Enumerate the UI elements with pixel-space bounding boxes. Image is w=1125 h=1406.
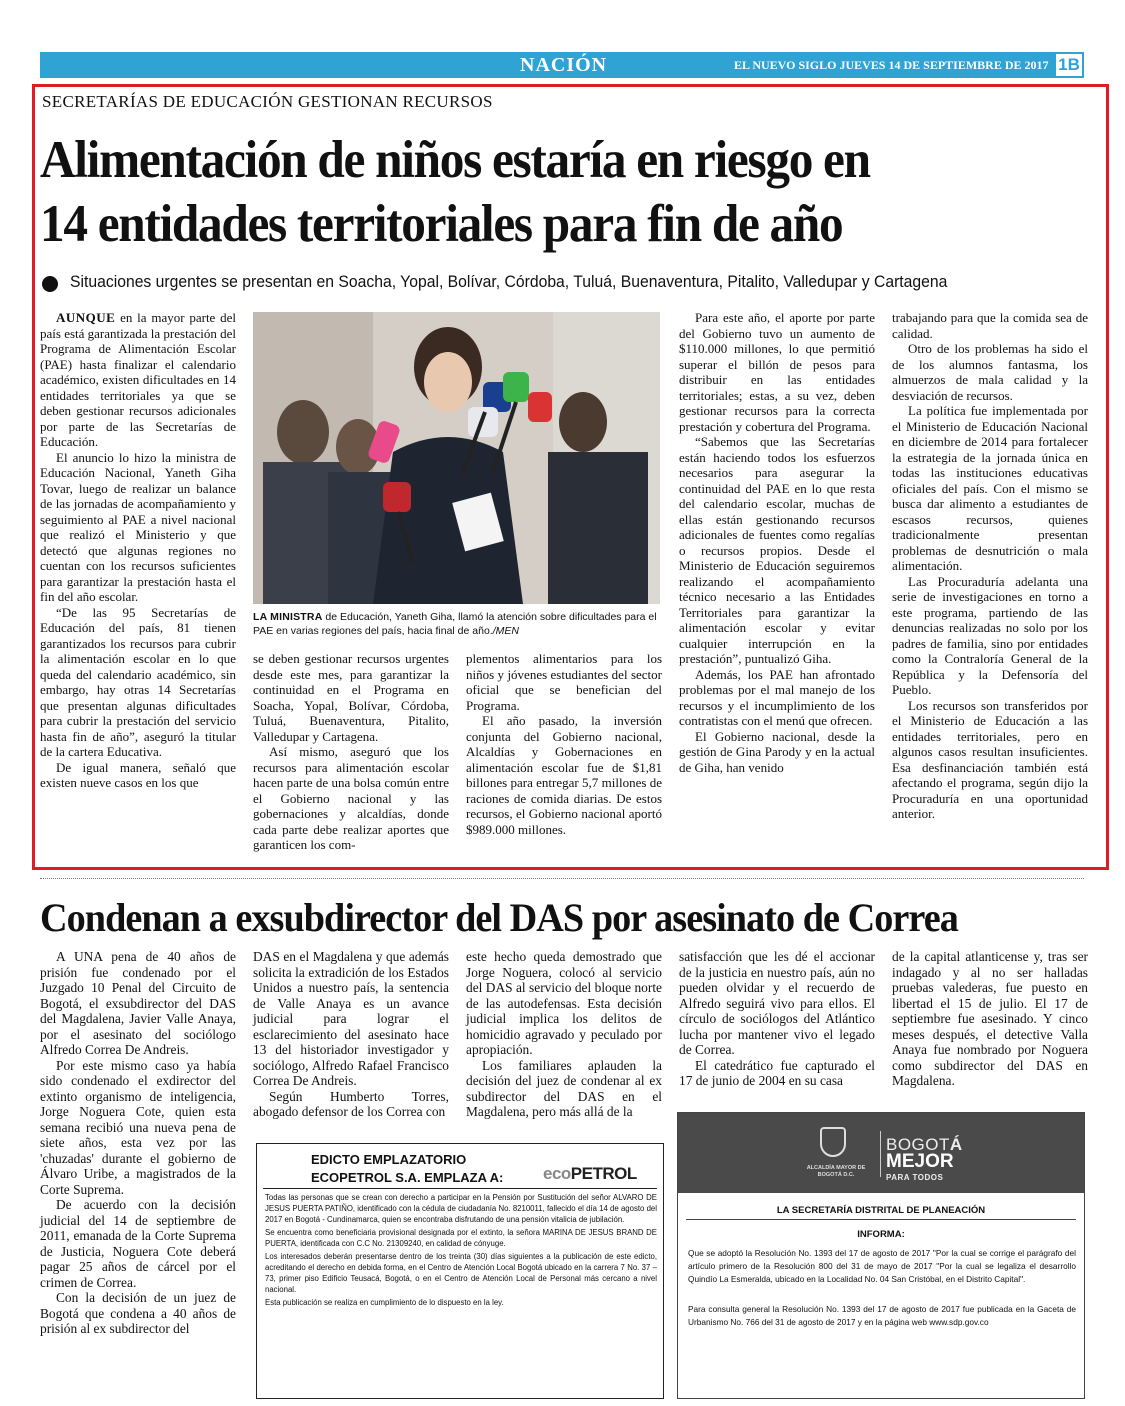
article-2-column-3: [466, 949, 662, 1120]
paragraph: satisfacción que les dé el accionar de la justicia en nuestro país, aún no pueden olvidar y el recuerdo de Alfredo seguirá vivo para ellos. El círculo de sociólogos del Atlántico lucha por mantener vivo el legado de Correa.: [679, 949, 875, 1057]
paragraph: El anuncio lo hizo la ministra de Educación Nacional, Yaneth Giha Tovar, luego de realizar un balance de las jornadas de acompañamiento y seguimiento al PAE a nivel nacional que realizó el Ministerio y que detectó que algunas regiones no cuentan con los recursos suficientes para garantizar la prestación hasta el fin del año escolar.: [40, 449, 236, 604]
edicto-subtitle: ECOPETROL S.A. EMPLAZA A:: [311, 1170, 504, 1185]
article-2-column-2: [253, 949, 449, 1120]
paragraph: este hecho queda demostrado que Jorge Noguera, colocó al servicio del DAS al servicio del bloque norte de las autodefensas. Esta decisión judicial implica los delitos de homicidio agravado y peculado por apropiación.: [466, 949, 662, 1057]
paragraph: Los familiares aplauden la decisión del juez de condenar al ex subdirector del DAS en el Magdalena, pero más allá de la: [466, 1057, 662, 1119]
divider: [880, 1131, 881, 1177]
paragraph: “Sabemos que las Secretarías están haciendo todos los esfuerzos necesarios para asegurar la continuidad del PAE en lo que resta del calendario escolar, muchas de ellas están gestionando recursos adicionales de fuentes como regalías o recursos propios. Desde el Ministerio de Educación seguiremos realizando el acompañamiento técnico necesario a las Entidades Territoriales para garantizar la alimentación escolar y evitar cualquier interrupción en la prestación”, puntualizó Giha.: [679, 434, 875, 666]
article-2-column-1: [40, 949, 236, 1337]
paragraph: Las Procuraduría adelanta una serie de investigaciones en torno a este programa, partiendo de las denuncias realizadas no solo por los padres de familia, sino por entidades como la Contraloría General de la República y la Defensoría del Pueblo.: [892, 573, 1088, 697]
paragraph: De acuerdo con la decisión judicial del 14 de septiembre de 2011, emanada de la Corte Suprema de Justicia, Noguera Cote deberá pagar 25 años de cárcel por el crimen de Correa.: [40, 1197, 236, 1290]
coat-of-arms-icon: [820, 1127, 846, 1157]
paragraph: plementos alimentarios para los niños y jóvenes estudiantes del sector oficial que se benefician del Programa.: [466, 651, 662, 713]
brand-line-3: PARA TODOS: [886, 1173, 944, 1182]
notice-issuer: LA SECRETARÍA DISTRITAL DE PLANEACIÓN: [776, 1205, 986, 1216]
paragraph: Que se adoptó la Resolución No. 1393 del 17 de agosto de 2017 "Por la cual se corrige el parágrafo del artículo primero de la Resolución 800 del 31 de mayo de 2017 "Por la cual se legaliza el desarrollo Quindío La Esmeralda, ubicado en la Localidad No. 04 San Cristóbal, en el Distrito Capital".: [688, 1248, 1076, 1284]
edicto-ad: [256, 1143, 664, 1399]
lead-word: AUNQUE: [56, 310, 116, 325]
article-2-headline: Condenan a exsubdirector del DAS por asesinato de Correa: [40, 895, 958, 940]
paragraph: A UNA pena de 40 años de prisión fue condenado por el Juzgado 10 Penal del Circuito de Bogotá, el exsubdirector del DAS del Magdalena, Javier Valle Anaya, por el asesinato del sociólogo Alfredo Correa De Andreis.: [40, 949, 236, 1057]
press-photo: [253, 312, 660, 604]
paragraph: en la mayor parte del país está garantizada la prestación del Programa de Alimentación Escolar (PAE) hasta finalizar el calendario académico, existen dificultades en 14 entidades territoriales ya que se deben gestionar recursos adicionales por parte de las Secretarías de Educación.: [40, 310, 236, 449]
brand-line-2: MEJOR: [886, 1151, 954, 1172]
paragraph: Para consulta general la Resolución No. 1393 del 17 de agosto de 2017 fue publicada en la Gaceta de Urbanismo No. 766 del 31 de agosto de 2017 y en la página web www.sdp.gov.co: [688, 1304, 1076, 1327]
ecopetrol-logo: ecoPETROL: [543, 1164, 637, 1183]
paragraph: Todas las personas que se crean con derecho a participar en la Pensión por Sustitución del señor ALVARO DE JESUS PUERTA PATIÑO, identificado con la cédula de ciudadanía No. 8210011, fallecido el día 14 de agosto del 2017 en Bogotá - Cundinamarca, quien se encontraba disfrutando de una pensión vitalicia de jubilación.: [265, 1193, 657, 1224]
paragraph: de la capital atlanticense y, tras ser indagado y al no ser halladas pruebas valederas, fue puesto en libertad el 15 de julio. El 17 de septiembre fue asesinado. Y cinco meses después, el detective Valla Anaya fue nombrado por Noguera como subdirector del DAS en Magdalena.: [892, 949, 1088, 1088]
headline-line-1: Alimentación de niños estaría en riesgo en: [40, 131, 870, 189]
article-column-2: [253, 651, 449, 853]
paragraph: Según Humberto Torres, abogado defensor de los Correa con: [253, 1088, 449, 1119]
paragraph: Con la decisión de un juez de Bogotá que condena a 40 años de prisión al ex subdirector del: [40, 1290, 236, 1336]
paragraph: Otro de los problemas ha sido el de los alumnos fantasma, los almuerzos de mala calidad y la desviación de recursos.: [892, 341, 1088, 403]
article-column-3: [466, 651, 662, 837]
paragraph: Por este mismo caso ya había sido condenado el exdirector del extinto organismo de inteligencia, Jorge Noguera Cote, quien esta semana recibió una nueva pena de siete años, esta vez por las 'chuzadas' durante el gobierno de Álvaro Uribe, a magistrados de la Corte Suprema.: [40, 1057, 236, 1197]
bullet-icon: [42, 276, 58, 292]
article-2-column-4: [679, 949, 875, 1089]
dateline: EL NUEVO SIGLO JUEVES 14 DE SEPTIEMBRE DE 2017: [734, 58, 1049, 72]
paragraph: trabajando para que la comida sea de calidad.: [892, 310, 1088, 341]
paragraph: El catedrático fue capturado el 17 de junio de 2004 en su casa: [679, 1057, 875, 1088]
caption-text: de Educación, Yaneth Giha, llamó la atención sobre dificultades para el PAE en varias regiones del país, hacia final de año.: [253, 611, 657, 637]
paragraph: DAS en el Magdalena y que además solicita la extradición de los Estados Unidos a nuestro país, la sentencia de Valle Anaya es un avance judicial para lograr el esclarecimiento del asesinato hace 13 del historiador investigador y sociólogo, Alfredo Rafael Francisco Correa De Andreis.: [253, 949, 449, 1088]
article-column-4: [679, 310, 875, 775]
paragraph: La política fue implementada por el Ministerio de Educación Nacional en diciembre de 2014 para fortalecer la estrategia de la jornada única en todas las instituciones educativas oficiales del país. Con el mismo se busca dar alimento a estudiantes de escasos recursos, quienes tradicionalmente presentan problemas de desnutrición o mala alimentación.: [892, 403, 1088, 573]
ad-banner: [678, 1113, 1084, 1193]
headline-line-2: 14 entidades territoriales para fin de año: [40, 195, 843, 253]
photo-illustration: [253, 312, 660, 604]
article-subhead: Situaciones urgentes se presentan en Soacha, Yopal, Bolívar, Córdoba, Tuluá, Buenaventura, Pitalito, Valledupar y Cartagena: [70, 272, 948, 291]
paragraph: De igual manera, señaló que existen nueve casos en los que: [40, 759, 236, 790]
paragraph: Además, los PAE han afrontado problemas por el mal manejo de los recursos y el incumplimiento de los contratistas con el menú que ofrecen.: [679, 666, 875, 728]
paragraph: Para este año, el aporte por parte del Gobierno tuvo un aumento de $110.000 millones, lo que permitió superar el billón de pesos para distribuir en las entidades territoriales; estas, a su vez, deben gestionar recursos para la correcta prestación y cobertura del Programa.: [679, 310, 875, 434]
paragraph: Así mismo, aseguró que los recursos para alimentación escolar hacen parte de una bolsa común entre el Gobierno nacional y las gobernaciones y alcaldías, donde cada parte debe realizar aportes que garanticen los com-: [253, 744, 449, 852]
photo-caption: [253, 610, 663, 638]
divider: [263, 1188, 657, 1189]
section-header-bar: [40, 52, 1084, 78]
caption-lead: LA MINISTRA: [253, 611, 323, 623]
bogota-notice-ad: [677, 1112, 1085, 1399]
article-headline: [40, 128, 1026, 256]
article-column-1: [40, 310, 236, 791]
paragraph: El Gobierno nacional, desde la gestión de Gina Parody y en la actual de Giha, han venido: [679, 728, 875, 775]
paragraph: Esta publicación se realiza en cumplimiento de lo dispuesto en la ley.: [265, 1298, 504, 1307]
paragraph: se deben gestionar recursos urgentes desde este mes, para garantizar la continuidad en el Programa en Soacha, Yopal, Bolívar, Córdoba, Tuluá, Buenaventura, Pitalito, Valledupar y Cartagena.: [253, 651, 449, 744]
paragraph: El año pasado, la inversión conjunta del Gobierno nacional, Alcaldías y Gobernaciones en alimentación escolar fue de $1,81 billones para entregar 5,7 millones de raciones de comida diarias. De estos recursos, el Gobierno nacional aportó $989.000 millones.: [466, 713, 662, 837]
paragraph: Se encuentra como beneficiaria provisional designada por el extinto, la señora MARINA DE JESUS BRAND DE PUERTA, identificada con C.C No. 21309240, en calidad de cónyuge.: [265, 1228, 657, 1248]
paragraph: Los recursos son transferidos por el Ministerio de Educación a las entidades territoriales, pero en algunos casos resultan insuficientes. Esa desfinanciación también está afectando el programa, según dijo la Procuraduría en una oportunidad anterior.: [892, 697, 1088, 821]
article-column-5: [892, 310, 1088, 822]
paragraph: “De las 95 Secretarías de Educación del país, 81 tienen garantizados los recursos para cubrir la alimentación escolar en lo que queda del calendario académico, sin embargo, hay otras 14 Secretarías que presentan algunas dificultades para cubrir la prestación del servicio hasta fin de año”, aseguró la titular de la cartera Educativa.: [40, 604, 236, 759]
section-name: NACIÓN: [520, 54, 608, 76]
edicto-title: EDICTO EMPLAZATORIO: [311, 1152, 467, 1167]
notice-heading: INFORMA:: [857, 1229, 905, 1240]
divider: [686, 1219, 1076, 1220]
edicto-body: [265, 1192, 657, 1310]
photo-credit: /MEN: [492, 625, 519, 637]
article-kicker: SECRETARÍAS DE EDUCACIÓN GESTIONAN RECURSOS: [42, 92, 493, 111]
alcaldia-label: ALCALDÍA MAYOR DE BOGOTÁ D.C.: [806, 1165, 866, 1178]
section-divider: [40, 878, 1084, 879]
page-number: 1B: [1054, 52, 1084, 78]
paragraph: Los interesados deberán presentarse dentro de los treinta (30) días siguientes a la publicación de este edicto, acreditando el derecho en debida forma, en el Centro de Atención Local Bogotá ubicado en la carrera 7 No. 37 – 73, primer piso Edificio Teusacá, Bogotá, o en el Centro de Atención Local de Personal más cercano a nivel nacional.: [265, 1252, 657, 1294]
brand-line-1: BOGOTÁ: [886, 1135, 963, 1154]
article-2-column-5: [892, 949, 1088, 1089]
